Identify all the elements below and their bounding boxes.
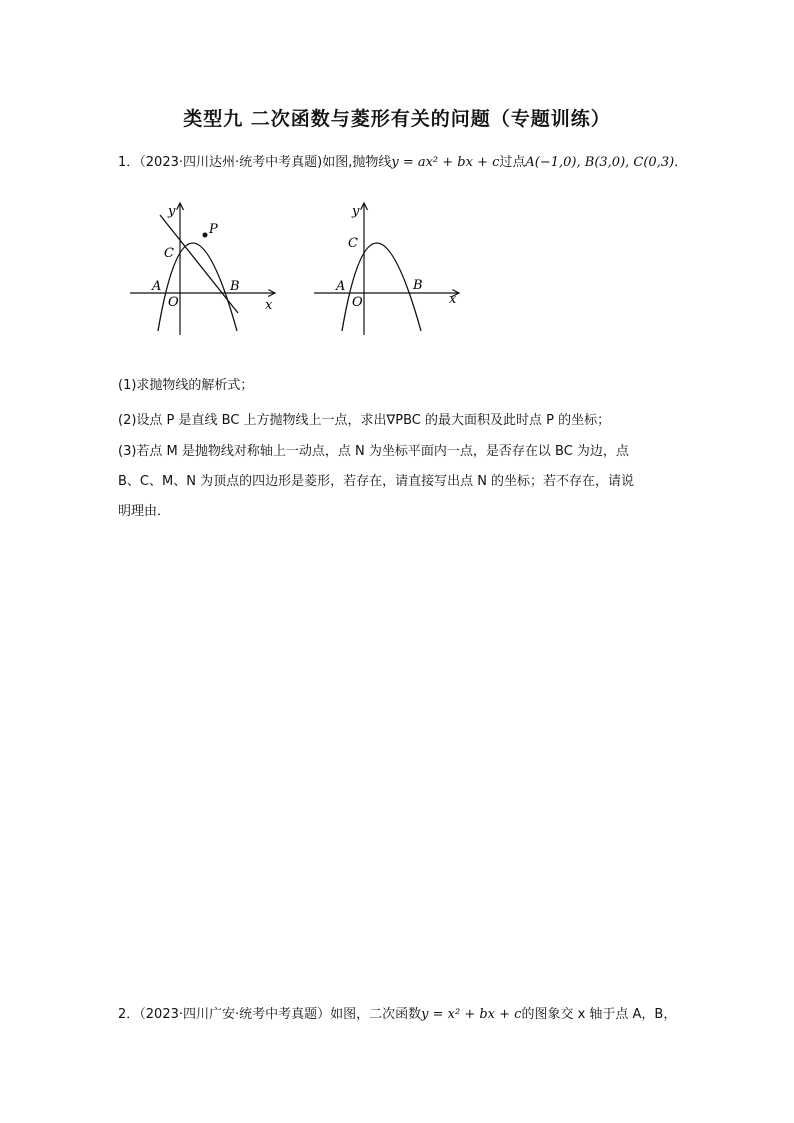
question-2-source: （2023·四川广安·统考中考真题）: [139, 1007, 331, 1022]
label-y: y: [352, 204, 360, 219]
label-x: x: [265, 298, 273, 313]
question-1-part-3-line-3: 明理由．: [118, 504, 171, 519]
question-1-source: （2023·四川达州·统考中考真题): [139, 155, 323, 170]
label-a: A: [336, 279, 346, 294]
question-1-equation: y = ax² + bx + c: [391, 155, 500, 170]
label-c: C: [164, 246, 174, 261]
label-p: P: [209, 222, 218, 237]
question-2-equation: y = x² + bx + c: [421, 1007, 522, 1022]
label-o: O: [352, 295, 363, 310]
question-2-number: 2．: [118, 1007, 140, 1022]
label-b: B: [230, 279, 240, 294]
question-1-intro: 如图,抛物线: [322, 155, 392, 170]
label-c: C: [348, 236, 358, 251]
question-1-points: A(−1,0), B(3,0), C(0,3): [525, 155, 675, 170]
figure-1: [125, 195, 285, 345]
label-a: A: [152, 279, 162, 294]
question-1-stem: [118, 151, 687, 170]
point-p-dot: [203, 233, 208, 238]
question-2-intro: 如图，二次函数: [330, 1007, 422, 1022]
question-1-end: ．: [674, 155, 688, 170]
question-1-part-3-line-1: (3)若点 M 是抛物线对称轴上一动点，点 N 为坐标平面内一点，是否存在以 BC 为边，点: [118, 444, 629, 459]
question-2-rest: 的图象交 x 轴于点 A，B，: [521, 1007, 677, 1022]
question-1-passes: 过点: [499, 155, 526, 170]
figure-2: [309, 195, 469, 345]
parabola-curve: [342, 243, 421, 331]
page-title: 类型九 二次函数与菱形有关的问题（专题训练）: [183, 108, 611, 130]
question-1-part-3-line-2: B、C、M、N 为顶点的四边形是菱形，若存在，请直接写出点 N 的坐标；若不存在，请说: [118, 474, 635, 489]
question-2-stem: [118, 1003, 676, 1022]
label-x: x: [449, 292, 457, 307]
label-b: B: [413, 278, 423, 293]
question-1-number: 1．: [118, 155, 140, 170]
question-1-part-1: (1)求抛物线的解析式；: [118, 378, 254, 393]
question-1-part-2: (2)设点 P 是直线 BC 上方抛物线上一点，求出∇PBC 的最大面积及此时点 P 的坐标；: [118, 413, 611, 428]
label-o: O: [168, 295, 179, 310]
label-y: y: [168, 204, 176, 219]
